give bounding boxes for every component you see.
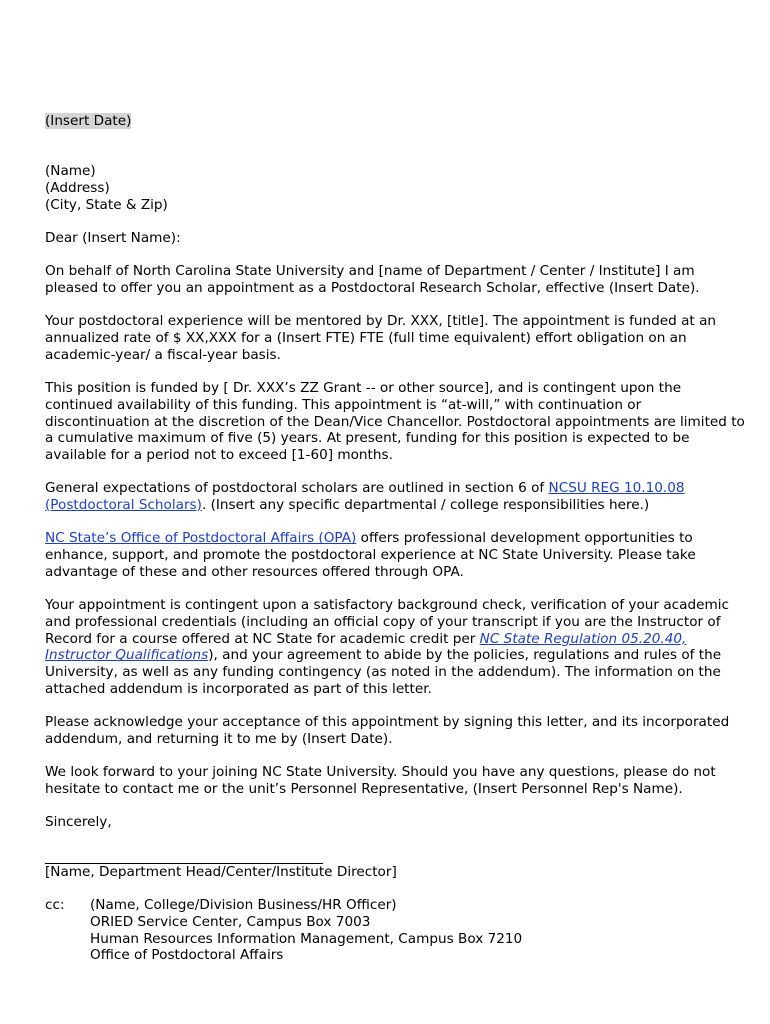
date-placeholder: (Insert Date) — [45, 113, 132, 129]
cc-item: (Name, College/Division Business/HR Officer) — [90, 897, 397, 914]
signature-line — [45, 848, 323, 864]
letter-body — [45, 113, 745, 964]
expectations-text-before: General expectations of postdoctoral scholars are outlined in section 6 of — [45, 480, 549, 497]
funding-paragraph: This position is funded by [ Dr. XXX’s ZZ Grant -- or other source], and is contingent upon the continued availability of this funding. This appointment is “at-will,” with continuation or discontinuation at the discretion of the Dean/Vice Chancellor. Postdoctoral appointments are limited to a cumulative maximum of five (5) years. At present, funding for this position is expected to be available for a period not to exceed [1-60] months. — [45, 380, 745, 463]
contingency-paragraph — [45, 597, 745, 697]
closing: Sincerely, — [45, 814, 112, 831]
expectations-paragraph — [45, 480, 745, 513]
opa-text-after: offers professional development opportunities to enhance, support, and promote the postdoctoral experience at NC State University. Please take advantage of these and other resources offered through OPA. — [45, 530, 696, 580]
recipient-address — [45, 163, 745, 213]
mentor-paragraph: Your postdoctoral experience will be mentored by Dr. XXX, [title]. The appointment is funded at an annualized rate of $ XX,XXX for a (Insert FTE) FTE (full time equivalent) effort obligation on an academic-year/ a fiscal-year basis. — [45, 313, 717, 363]
nc-state-regulation-link[interactable]: NC State Regulation 05.20.40, Instructor Qualifications — [45, 630, 687, 664]
ncsu-reg-link[interactable]: NCSU REG 10.10.08 (Postdoctoral Scholars) — [45, 480, 685, 514]
cc-label: cc: — [45, 897, 65, 914]
expectations-text-after: . (Insert any specific departmental / college responsibilities here.) — [201, 497, 650, 514]
signer-name: [Name, Department Head/Center/Institute Director] — [45, 863, 397, 880]
salutation: Dear (Insert Name): — [45, 229, 181, 246]
contingency-text-after: ), and your agreement to abide by the policies, regulations and rules of the University, as well as any funding contingency (as noted in the addendum). The information on the attached addendum is incorporated as part of this letter. — [45, 647, 722, 697]
offer-paragraph: On behalf of North Carolina State University and [name of Department / Center / Institute] I am pleased to offer you an appointment as a Postdoctoral Research Scholar, effective (Insert Date). — [45, 263, 700, 296]
cc-list — [90, 897, 522, 964]
closing-paragraph: We look forward to your joining NC State University. Should you have any questions, please do not hesitate to contact me or the unit’s Personnel Representative, (Insert Personnel Rep's Name). — [45, 764, 716, 797]
acknowledge-paragraph: Please acknowledge your acceptance of this appointment by signing this letter, and its incorporated addendum, and returning it to me by (Insert Date). — [45, 714, 730, 747]
recipient-street: (Address) — [45, 179, 110, 196]
cc-item: Office of Postdoctoral Affairs — [90, 947, 284, 964]
cc-item: Human Resources Information Management, Campus Box 7210 — [90, 930, 523, 947]
contingency-text-before: Your appointment is contingent upon a satisfactory background check, verification of your academic and professional credentials (including an official copy of your transcript if you are the Instructor of Record for a course offered at NC State for academic credit per — [45, 597, 729, 647]
date-line — [45, 113, 745, 130]
opa-paragraph — [45, 530, 745, 580]
cc-block — [45, 897, 745, 964]
cc-item: ORIED Service Center, Campus Box 7003 — [90, 913, 371, 930]
recipient-city: (City, State & Zip) — [45, 196, 168, 213]
opa-link[interactable]: NC State’s Office of Postdoctoral Affairs (OPA) — [45, 530, 357, 547]
recipient-name: (Name) — [45, 163, 96, 180]
